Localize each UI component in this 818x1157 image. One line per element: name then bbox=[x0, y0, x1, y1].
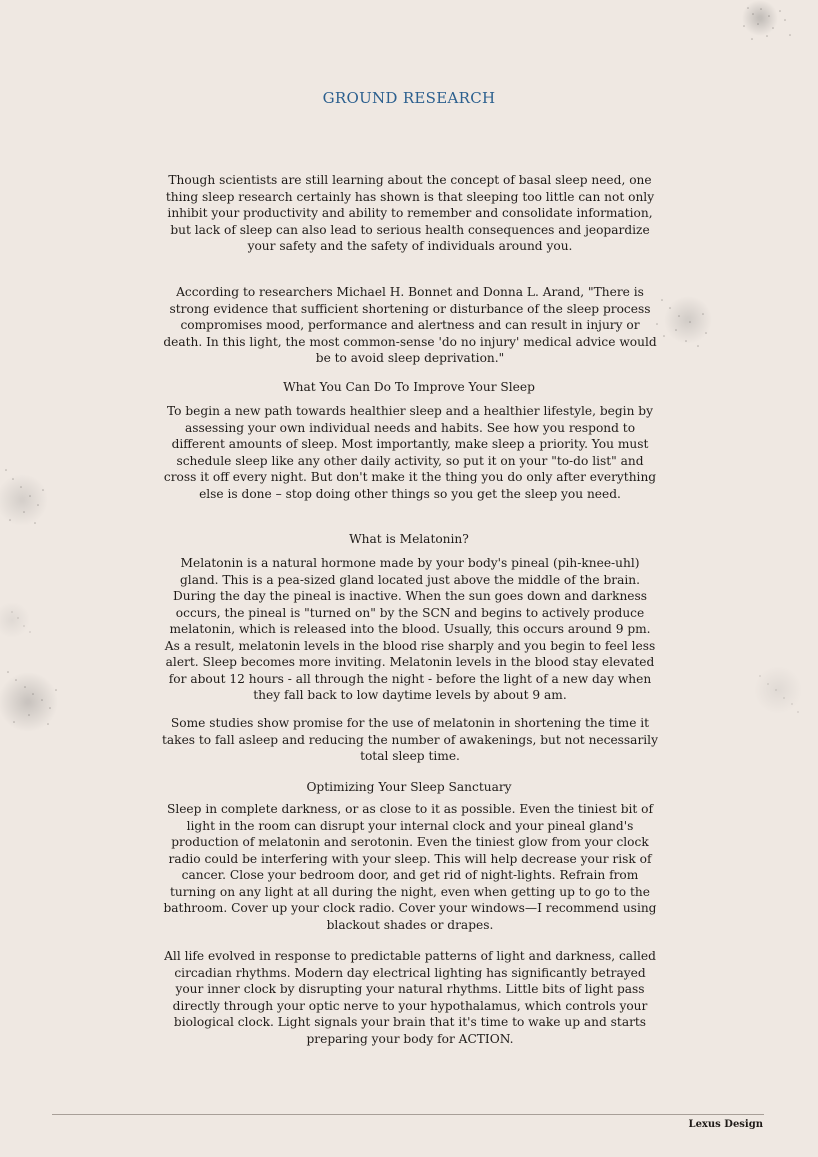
section-heading-melatonin: What is Melatonin? bbox=[349, 532, 469, 546]
section-heading-sleep-sanctuary: Optimizing Your Sleep Sanctuary bbox=[306, 780, 512, 794]
page-title: GROUND RESEARCH bbox=[322, 89, 496, 107]
footer-divider bbox=[52, 1114, 764, 1115]
section-text-melatonin: Melatonin is a natural hormone made by your body's pineal (pih-knee-uhl) gland. This is a pea-sized gland located just above the middle of the brain. During the day the pineal is inactive. When the sun goes down and darkness occurs, the pineal is "turned on" by the SCN and begins to actively produce melatonin, which is released into the blood. Usually, this occurs around 9 pm. As a result, melatonin levels in the blood rise sharply and you begin to feel less alert. Sleep becomes more inviting. Melatonin levels in the blood stay elevated for about 12 hours - all through the night - before the light of a new day when they fall back to low daytime levels by about 9 am. bbox=[164, 556, 656, 702]
section-extra-sleep-sanctuary: All life evolved in response to predictable patterns of light and darkness, called circadian rhythms. Modern day electrical lighting has significantly betrayed your inner clock by disrupting your natural rhythms. Little bits of light pass directly through your optic nerve to your hypothalamus, which controls your biological clock. Light signals your brain that it's time to wake up and starts preparing your body for ACTION. bbox=[164, 949, 656, 1046]
footer-brand: Lexus Design bbox=[688, 1119, 763, 1130]
section-extra-melatonin: Some studies show promise for the use of melatonin in shortening the time it takes to fall asleep and reducing the number of awakenings, but not necessarily total sleep time. bbox=[162, 716, 658, 763]
section-heading-improve-sleep: What You Can Do To Improve Your Sleep bbox=[283, 380, 535, 394]
section-text-sleep-sanctuary: Sleep in complete darkness, or as close to it as possible. Even the tiniest bit of light in the room can disrupt your internal clock and your pineal gland's production of melatonin and serotonin. Even the tiniest glow from your clock radio could be interfering with your sleep. This will help decrease your risk of cancer. Close your bedroom door, and get rid of night-lights. Refrain from turning on any light at all during the night, even when getting up to go to the bathroom. Cover up your clock radio. Cover your windows—I recommend using blackout shades or drapes. bbox=[163, 802, 657, 932]
section-text-improve-sleep: To begin a new path towards healthier sleep and a healthier lifestyle, begin by assessing your own individual needs and habits. See how you respond to different amounts of sleep. Most importantly, make sleep a priority. You must schedule sleep like any other daily activity, so put it on your "to-do list" and cross it off every night. But don't make it the thing you do only after everything else is done – stop doing other things so you get the sleep you need. bbox=[163, 404, 657, 501]
intro-paragraph-1: Though scientists are still learning about the concept of basal sleep need, one thing sleep research certainly has shown is that sleeping too little can not only inhibit your productivity and ability to remember and consolidate information, but lack of sleep can also lead to serious health consequences and jeopardize your safety and the safety of individuals around you. bbox=[165, 173, 655, 253]
intro-paragraph-2: According to researchers Michael H. Bonnet and Donna L. Arand, "There is strong evidence that sufficient shortening or disturbance of the sleep process compromises mood, performance and alertness and can result in injury or death. In this light, the most common-sense 'do no injury' medical advice would be to avoid sleep deprivation." bbox=[163, 285, 657, 365]
